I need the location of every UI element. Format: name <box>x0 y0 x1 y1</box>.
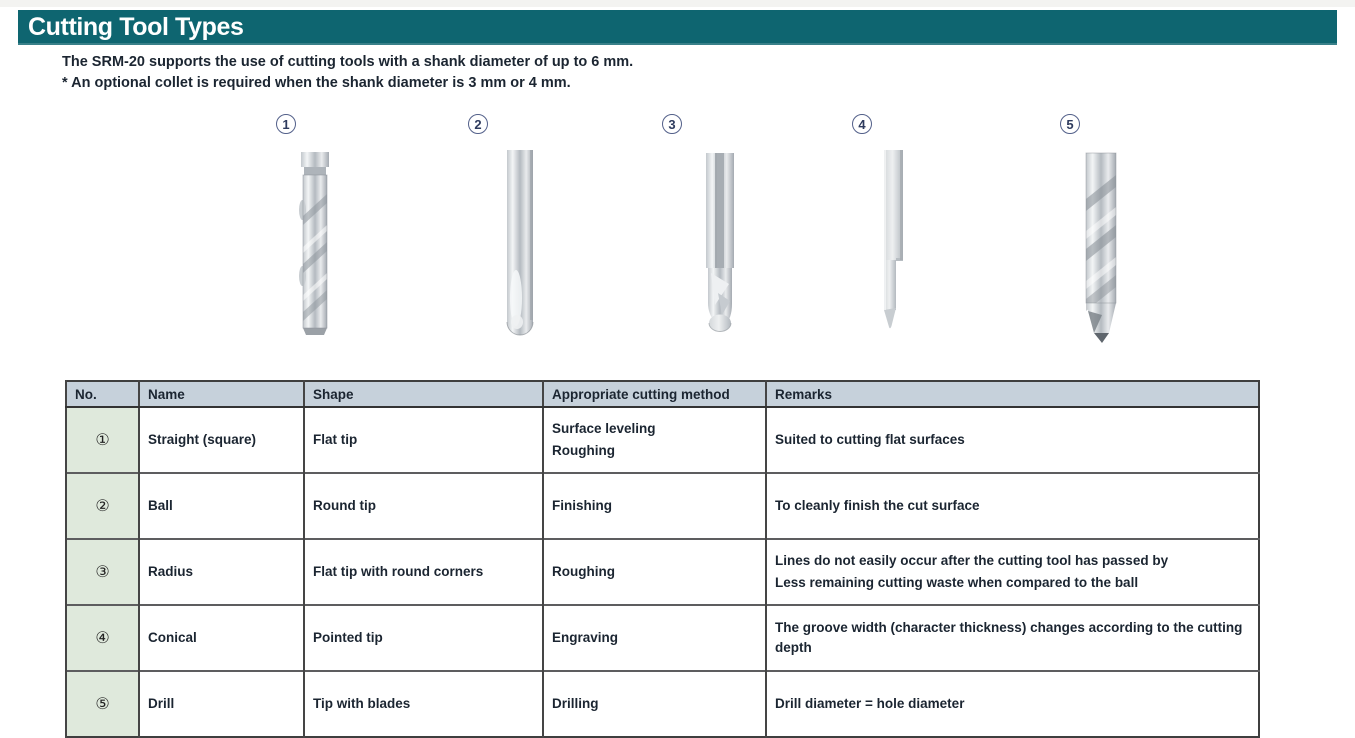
col-header-method: Appropriate cutting method <box>543 381 766 407</box>
tool-name: Radius <box>139 539 304 605</box>
row-number-badge: ① <box>66 407 139 473</box>
tool-shape: Flat tip <box>304 407 543 473</box>
col-header-name: Name <box>139 381 304 407</box>
tool-method: Surface leveling Roughing <box>543 407 766 473</box>
row-number-badge: ④ <box>66 605 139 671</box>
tool-image-radius <box>706 153 734 332</box>
table-row-drill <box>66 671 1259 737</box>
table-row-ball <box>66 473 1259 539</box>
tool-image-conical <box>884 150 903 328</box>
page-title: Cutting Tool Types <box>28 13 244 41</box>
figure-number-3: 3 <box>662 114 682 134</box>
tool-image-straight-square <box>299 152 329 335</box>
table-row-conical <box>66 605 1259 671</box>
row-number-badge: ② <box>66 473 139 539</box>
tool-method: Engraving <box>543 605 766 671</box>
tool-remarks: To cleanly finish the cut surface <box>766 473 1259 539</box>
intro-line-1: The SRM-20 supports the use of cutting tools with a shank diameter of up to 6 mm. <box>62 54 634 70</box>
col-header-remarks: Remarks <box>766 381 1259 407</box>
tool-name: Conical <box>139 605 304 671</box>
intro-text <box>62 52 633 94</box>
row-number-badge: ⑤ <box>66 671 139 737</box>
tool-name: Drill <box>139 671 304 737</box>
cutting-tools-photo-strip <box>270 148 1150 348</box>
tool-remarks: Suited to cutting flat surfaces <box>766 407 1259 473</box>
figure-number-5: 5 <box>1060 114 1080 134</box>
tool-method: Drilling <box>543 671 766 737</box>
tool-method: Roughing <box>543 539 766 605</box>
figure-number-row <box>0 114 1355 138</box>
tool-image-drill <box>1086 153 1116 343</box>
tool-shape: Round tip <box>304 473 543 539</box>
tool-name: Ball <box>139 473 304 539</box>
tool-shape: Tip with blades <box>304 671 543 737</box>
section-title-bar <box>18 10 1337 45</box>
table-header-row <box>66 381 1259 407</box>
tool-shape: Pointed tip <box>304 605 543 671</box>
tool-remarks: Lines do not easily occur after the cutting tool has passed by Less remaining cutting waste when compared to the ball <box>766 539 1259 605</box>
tool-remarks: The groove width (character thickness) changes according to the cutting depth <box>766 605 1259 671</box>
page-top-edge <box>0 0 1355 7</box>
figure-number-4: 4 <box>852 114 872 134</box>
tool-shape: Flat tip with round corners <box>304 539 543 605</box>
cutting-tool-table <box>65 380 1260 738</box>
figure-number-2: 2 <box>468 114 488 134</box>
col-header-shape: Shape <box>304 381 543 407</box>
figure-number-1: 1 <box>276 114 296 134</box>
tool-name: Straight (square) <box>139 407 304 473</box>
intro-line-2: * An optional collet is required when the shank diameter is 3 mm or 4 mm. <box>62 75 571 91</box>
tool-remarks: Drill diameter = hole diameter <box>766 671 1259 737</box>
table-row-radius <box>66 539 1259 605</box>
row-number-badge: ③ <box>66 539 139 605</box>
table-row-straight <box>66 407 1259 473</box>
tool-image-ball <box>507 150 533 335</box>
tool-method: Finishing <box>543 473 766 539</box>
col-header-no: No. <box>66 381 139 407</box>
